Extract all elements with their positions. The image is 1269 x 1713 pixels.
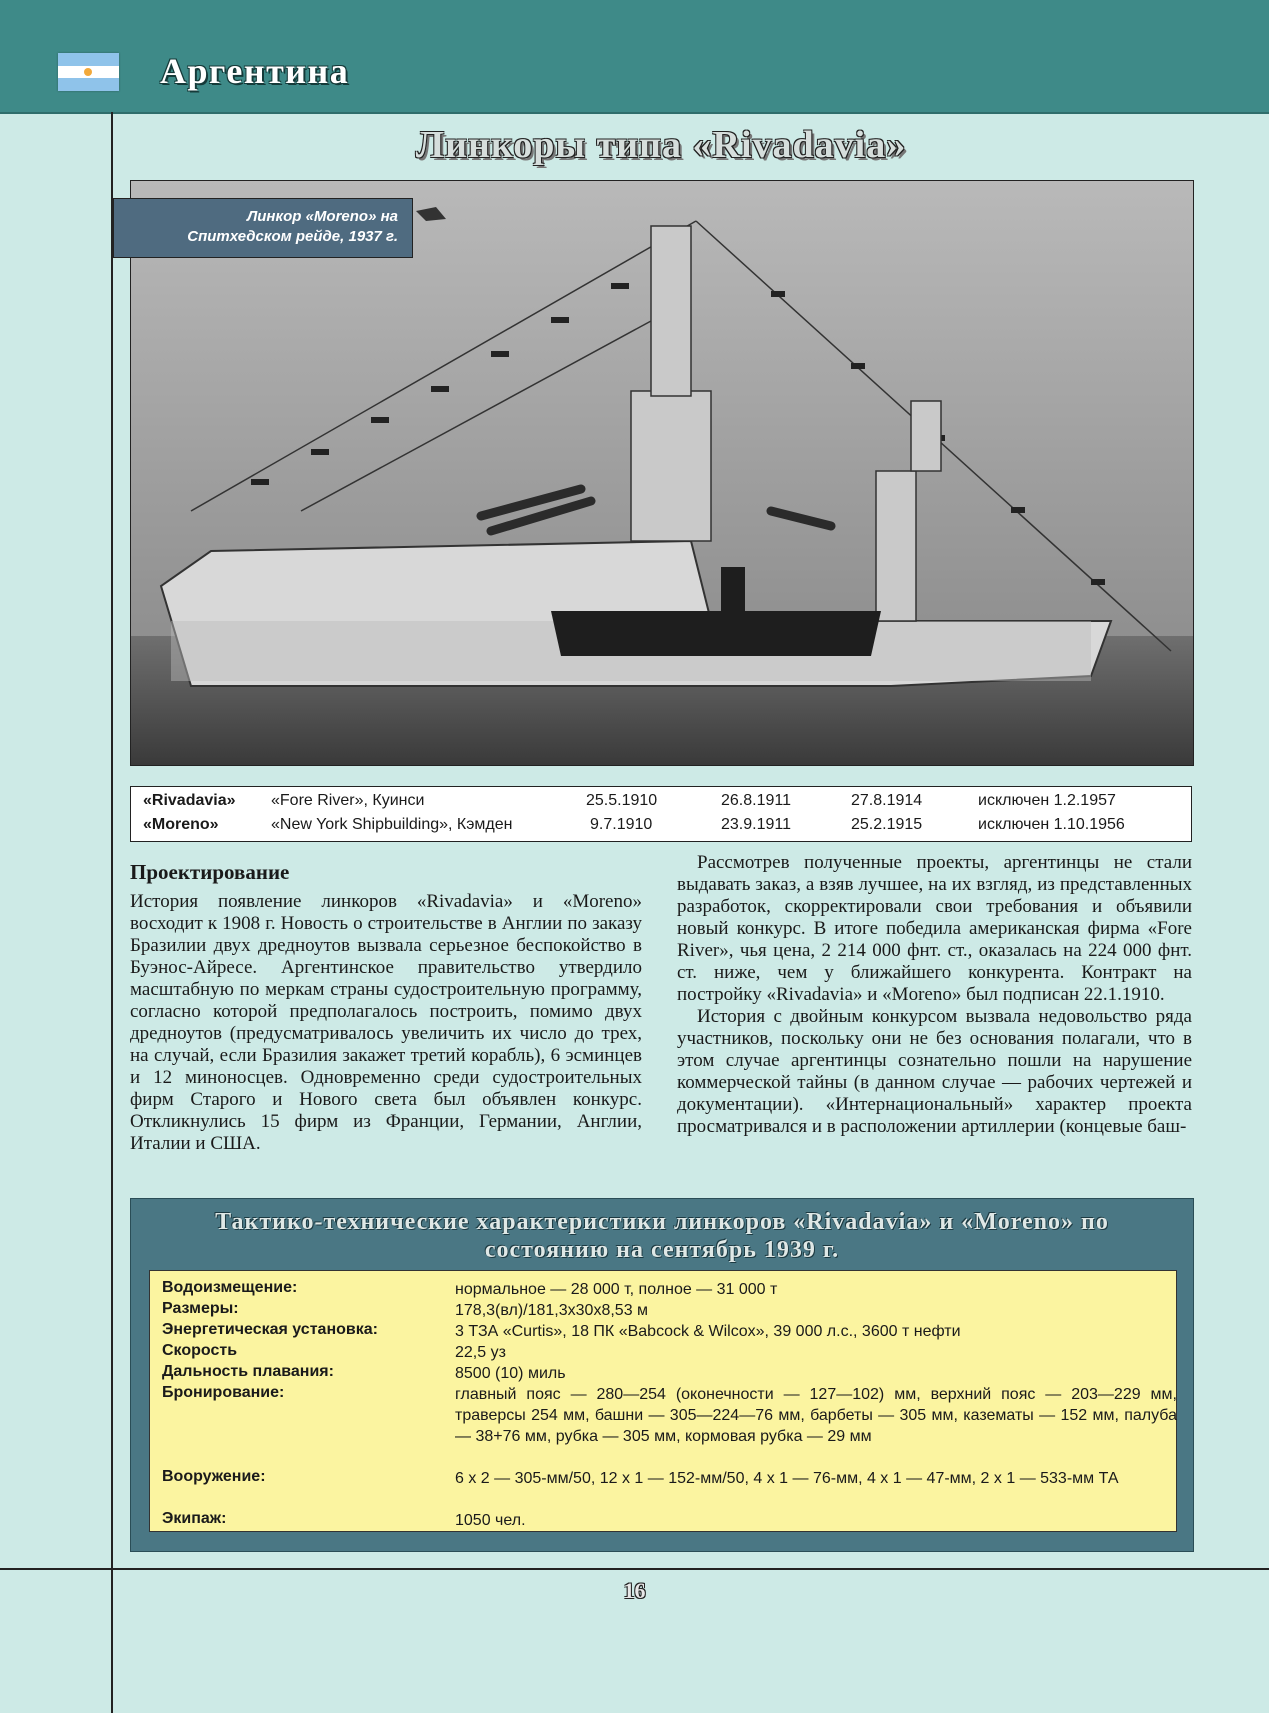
laid-down-date: 25.5.1910 — [586, 792, 658, 809]
spec-value: 3 ТЗА «Curtis», 18 ПК «Babcock & Wilcox», 39 000 л.с., 3600 т нефти — [455, 1323, 961, 1340]
launch-date: 23.9.1911 — [721, 816, 791, 833]
photo-caption — [113, 198, 413, 258]
commission-date: 27.8.1914 — [851, 792, 923, 809]
launch-date: 26.8.1911 — [721, 792, 791, 809]
shipyard: «Fore River», Куинси — [271, 792, 425, 809]
spec-label: Бронирование: — [162, 1384, 285, 1401]
ship-name: «Moreno» — [143, 816, 219, 833]
header-bar — [0, 0, 1269, 114]
shipyard: «New York Shipbuilding», Кэмден — [271, 816, 513, 833]
margin-rule-horizontal — [0, 1568, 1269, 1570]
caption-line: Линкор «Moreno» на — [246, 208, 398, 225]
commission-date: 25.2.1915 — [851, 816, 923, 833]
spec-label: Экипаж: — [162, 1510, 227, 1527]
section-heading: Проектирование — [130, 860, 290, 884]
battleship-photo — [130, 180, 1194, 766]
spec-value: 6 x 2 — 305-мм/50, 12 x 1 — 152-мм/50, 4 x 1 — 76-мм, 4 x 1 — 47-мм, 2 x 1 — 533-мм ТА — [455, 1470, 1119, 1487]
spec-value: 1050 чел. — [455, 1512, 526, 1529]
page-number: 16 — [623, 1578, 646, 1603]
fate: исключен 1.10.1956 — [978, 816, 1125, 833]
right-column — [677, 852, 1192, 1138]
paragraph: Рассмотрев полученные проекты, аргентинцы не стали выдавать заказ, а взяв лучшее, на их взгляд, из представленных разработок, скорректировали свои требования и объявили новый конкурс. В итоге победила американская фирма «Fore River», чья цена, 2 214 000 фнт. ст., оказалась на 224 000 фнт. ст. ниже, чем у ближайшего конкурента. Контракт на постройку «Rivadavia» и «Moreno» был подписан 22.1.1910. — [677, 852, 1192, 1005]
specs-title-line: состоянию на сентябрь 1939 г. — [484, 1237, 840, 1263]
ship-name: «Rivadavia» — [143, 792, 236, 809]
fate: исключен 1.2.1957 — [978, 792, 1116, 809]
spec-label: Дальность плавания: — [162, 1363, 334, 1380]
spec-label: Энергетическая установка: — [162, 1321, 378, 1338]
specs-panel — [130, 1198, 1194, 1552]
spec-label: Скорость — [162, 1342, 238, 1359]
ships-table — [130, 786, 1192, 842]
spec-label: Размеры: — [162, 1300, 239, 1317]
paragraph: История с двойным конкурсом вызвала недовольство ряда участников, поскольку они не без основания полагали, что в этом случае аргентинцы сознательно пошли на нарушение коммерческой тайны (в данном случае — рабочих чертежей и документации). «Интернациональный» характер проекта просматривался и в расположении артиллерии (концевые баш- — [677, 1006, 1192, 1137]
laid-down-date: 9.7.1910 — [590, 816, 653, 833]
spec-value: 22,5 уз — [455, 1344, 506, 1361]
spec-value: главный пояс — 280—254 (оконечности — 127—102) мм, верхний пояс — 203—229 мм, траверсы 254 мм, башни — 305—224—76 мм, барбеты — 305 мм, казематы — 152 мм, палуба — 38+76 мм, рубка — 305 мм, кормовая рубка — 29 мм — [455, 1386, 1177, 1445]
spec-value: 8500 (10) миль — [455, 1365, 566, 1382]
caption-line: Спитхедском рейде, 1937 г. — [187, 228, 398, 245]
table-row — [131, 816, 1191, 840]
spec-label: Водоизмещение: — [162, 1279, 298, 1296]
paragraph: История появление линкоров «Rivadavia» и «Moreno» восходит к 1908 г. Новость о строительстве в Англии по заказу Бразилии двух дредноутов вызвала серьезное беспокойство в Буэнос-Айресе. Аргентинское правительство утвердило масштабную по меркам страны судостроительную программу, согласно которой предполагалось построить, помимо двух дредноутов (предусматривалось увеличить их число до трех, на случай, если Бразилия закажет третий корабль), 6 эсминцев и 12 миноносцев. Одновременно среди судостроительных фирм Старого и Нового света был объявлен конкурс. Откликнулись 15 фирм из Франции, Германии, Англии, Италии и США. — [130, 891, 642, 1154]
spec-value: 178,3(вл)/181,3x30x8,53 м — [455, 1302, 649, 1319]
country-title: Аргентина — [160, 51, 350, 91]
table-row — [131, 792, 1191, 816]
specs-table — [149, 1270, 1177, 1532]
specs-title — [131, 1208, 1193, 1264]
specs-title-line: Тактико-технические характеристики линкоров «Rivadavia» и «Moreno» по — [215, 1209, 1109, 1235]
argentina-flag-icon — [58, 53, 119, 91]
spec-value: нормальное — 28 000 т, полное — 31 000 т — [455, 1281, 778, 1298]
spec-label: Вооружение: — [162, 1468, 266, 1485]
page-title: Линкоры типа «Rivadavia» — [415, 124, 907, 166]
left-column — [130, 891, 642, 1155]
margin-rule-vertical — [111, 112, 113, 1713]
